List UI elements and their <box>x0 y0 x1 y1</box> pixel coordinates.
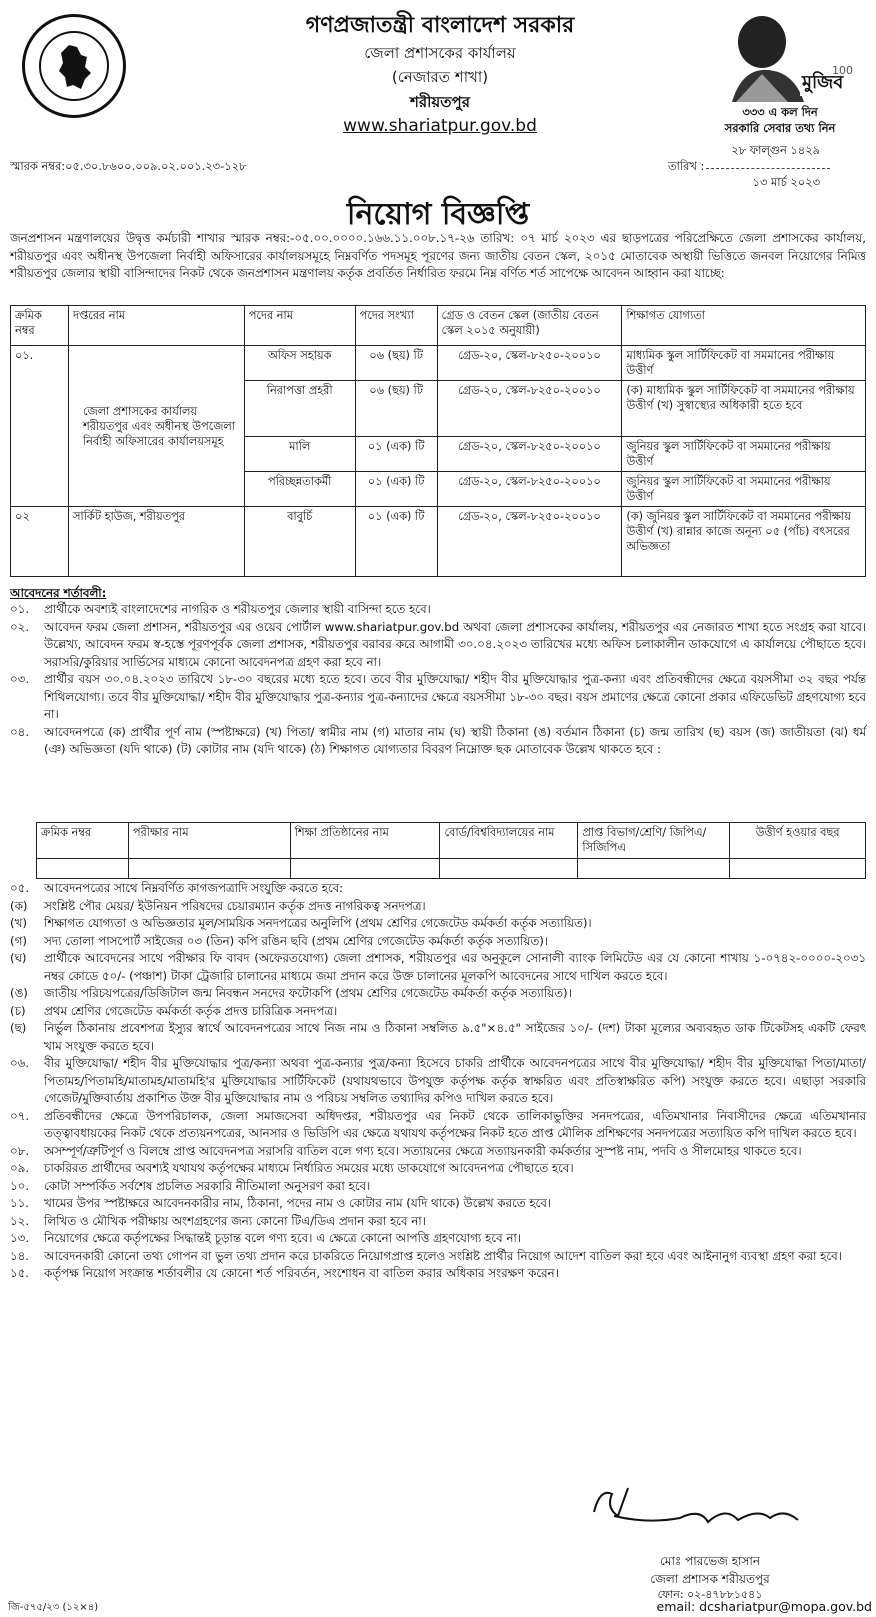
condition-number: (খ) <box>10 916 27 930</box>
table-cell-post: বাবুর্চি <box>244 507 355 577</box>
col-header-count: পদের সংখ্যা <box>355 306 437 346</box>
govt-title: গণপ্রজাতন্ত্রী বাংলাদেশ সরকার <box>305 13 575 38</box>
table-cell-qualification: মাধ্যমিক স্কুল সার্টিফিকেট বা সমমানের পরীক্ষায় উত্তীর্ণ <box>622 346 866 381</box>
hotline-line-2: সরকারি সেবার তথ্য নিন <box>724 121 836 135</box>
condition-item <box>10 1178 866 1196</box>
edu-col-exam: পরীক্ষার নাম <box>128 823 290 859</box>
condition-item <box>10 601 866 619</box>
condition-text: আবেদনপত্রের সাথে নিম্নবর্ণিত কাগজপত্রাদি সংযুক্তি করতে হবে: <box>44 881 344 895</box>
edu-col-year: উত্তীর্ণ হওয়ার বছর <box>730 823 866 859</box>
condition-number: (গ) <box>10 933 27 948</box>
condition-number: (ছ) <box>10 1021 27 1035</box>
condition-item <box>10 1055 866 1108</box>
education-table <box>36 822 866 879</box>
condition-text: শিক্ষাগত যোগ্যতা ও অভিজ্ঞতার মূল/সাময়িক সনদপত্রের অনুলিপি (প্রথম শ্রেণির গেজেটেড কর্মকর্তা কর্তৃক সত্যায়িত)। <box>44 916 592 930</box>
condition-item <box>10 1108 866 1143</box>
table-cell-grade: গ্রেড-২০, স্কেল-৮২৫০-২০০১০ <box>437 437 622 472</box>
table-cell-count: ০১ (এক) টি <box>355 507 437 577</box>
table-cell-count: ০৬ (ছয়) টি <box>355 346 437 381</box>
table-cell-post: পরিচ্ছন্নতাকর্মী <box>244 472 355 507</box>
posts-table <box>10 305 866 577</box>
condition-number: ০৬. <box>10 1056 30 1070</box>
condition-number: ০২. <box>10 619 30 634</box>
condition-number: (চ) <box>10 1003 26 1018</box>
district-name: শরীয়তপুর <box>410 93 470 111</box>
condition-item <box>10 1160 866 1178</box>
condition-text: চাকরিরত প্রার্থীদের অবশ্যই যথাযথ কর্তৃপক্ষের মাধ্যমে নির্ধারিত সময়ের মধ্যে ডাকযোগে আবেদনপত্র পৌছাতে হবে। <box>44 1161 574 1175</box>
condition-item <box>10 933 866 951</box>
edu-col-serial: ক্রমিক নম্বর <box>37 823 129 859</box>
condition-number: ০৪. <box>10 724 30 739</box>
condition-text: কর্তৃপক্ষ নিয়োগ সংক্রান্ত শর্তাবলীর যে কোনো শর্ত পরিবর্তন, সংশোধন বা বাতিল করার অধিকার সংরক্ষণ করেন। <box>44 1266 559 1280</box>
table-cell-count: ০৬ (ছয়) টি <box>355 381 437 437</box>
table-cell-qualification: (ক) মাধ্যমিক স্কুল সার্টিফিকেট বা সমমানের পরীক্ষায় উত্তীর্ণ (খ) সুস্বাস্থ্যের অধিকারী হতে হবে <box>622 381 866 437</box>
edu-empty-row <box>37 859 866 879</box>
date-bengali: ২৮ ফাল্গুন ১৪২৯ <box>731 143 820 157</box>
condition-text: নির্ভুল ঠিকানায় প্রবেশপত্র ইস্যুর স্বার্থে আবেদনপত্রের সাথে নিজ নাম ও ঠিকানা সম্বলিত ৯.৫"×৪.৫" সাইজের ১০/- (দশ) টাকা মূল্যের অব্যবহৃত ডাক টিকেটসহ একটি ফেরৎ খাম সংযুক্ত করতে হবে। <box>44 1021 866 1053</box>
condition-number: ১০. <box>10 1178 30 1193</box>
condition-item <box>10 898 866 916</box>
condition-item <box>10 1195 866 1213</box>
table-cell-grade: গ্রেড-২০, স্কেল-৮২৫০-২০০১০ <box>437 507 622 577</box>
condition-item <box>10 950 866 985</box>
condition-item <box>10 1230 866 1248</box>
condition-item <box>10 724 866 759</box>
condition-item <box>10 880 866 898</box>
condition-item <box>10 619 866 672</box>
col-header-qualification: শিক্ষাগত যোগ্যতা <box>622 306 866 346</box>
svg-text:মুজিব: মুজিব <box>802 72 844 93</box>
date-divider <box>706 168 830 169</box>
signatory-email[interactable]: email: dcshariatpur@mopa.gov.bd <box>656 1599 872 1614</box>
condition-text: বীর মুক্তিযোদ্ধা/ শহীদ বীর মুক্তিযোদ্ধার পুত্র/কন্যা অথবা পুত্র-কন্যার পুত্র/কন্যা হিসেবে চাকরি প্রার্থীকে আবেদনপত্রের সাথে বীর মুক্তিযোদ্ধা/ শহীদ বীর মুক্তিযোদ্ধা পিতা/মাতা/পিতামহ/পিতামহি/মাতামহ/মাতামহি'র মুক্তিযোদ্ধার সার্টিফিকেট (যথাযথভাবে উপযুক্ত কর্তৃপক্ষ কর্তৃক স্বাক্ষরিত এবং প্রতিস্বাক্ষরিত কপি) সংযুক্ত করতে হবে। এছাড়া সরকারি গেজেট/মুক্তিবার্তায় প্রকাশিত উক্ত বীর মুক্তিযোদ্ধার নাম ও পরিচয় সম্বলিত তথ্যাদির কপিও দাখিল করতে হবে। <box>44 1056 866 1105</box>
condition-number: ১৩. <box>10 1231 30 1245</box>
memo-value: ০৫.৩০.৮৬০০.০০৯.০২.০০১.২৩-১২৮ <box>65 159 247 173</box>
condition-number: ১২. <box>10 1213 30 1228</box>
condition-item <box>10 1003 866 1021</box>
intro-paragraph: জনপ্রশাসন মন্ত্রণালয়ের উদ্বৃত্ত কর্মচারী শাখার স্মারক নম্বর:-০৫.০০.০০০০.১৬৬.১১.০০৮.১৭-২৬ তারিখ: ০৭ মার্চ ২০২৩ এর ছাড়পত্রের পরিপ্রেক্ষিতে জেলা প্রশাসকের কার্যালয়, শরীয়তপুর এবং অধীনস্থ উপজেলা নির্বাহী অফিসারের কার্যালয়সমূহে নিম্নবর্ণিত পদসমূহ পূরণের জন্য জাতীয় বেতন স্কেল, ২০১৫ মোতাবেক অস্থায়ী ভিত্তিতে জনবল নিয়োগের নিমিত্ত শরীয়তপুর জেলার স্থায়ী বাসিন্দাদের নিকট থেকে জনপ্রশাসন মন্ত্রণালয় কর্তৃক প্রবর্তিত নির্ধারিত ফরমে নিম্ন বর্ণিত শর্ত সাপেক্ষে আবেদন আহ্বান করা যাচ্ছে: <box>10 231 866 280</box>
condition-item <box>10 985 866 1003</box>
table-cell-grade: গ্রেড-২০, স্কেল-৮২৫০-২০০১০ <box>437 381 622 437</box>
conditions-list-b <box>10 880 866 1283</box>
condition-text: নিয়োগের ক্ষেত্রে কর্তৃপক্ষের সিদ্ধান্তই চূড়ান্ত বলে গণ্য হবে। এ ক্ষেত্রে কোনো আপত্তি গ্রহণযোগ্য হবে না। <box>44 1231 522 1245</box>
branch-name: (নেজারত শাখা) <box>391 68 489 86</box>
footer-code: জি-৫৭৫/২৩ (১২×৪) <box>8 1602 99 1613</box>
edu-col-result: প্রাপ্ত বিভাগ/শ্রেণি/ জিপিএ/সিজিপিএ <box>578 823 730 859</box>
table-cell-serial: ০২ <box>11 507 69 577</box>
condition-text: প্রথম শ্রেণির গেজেটেড কর্মকর্তা কর্তৃক প্রদত্ত চারিত্রিক সনদপত্র। <box>44 1003 338 1018</box>
signatory-name: মোঃ পারভেজ হাসান <box>659 1554 761 1568</box>
table-cell-office: জেলা প্রশাসকের কার্যালয় শরীয়তপুর এবং অধীনস্থ উপজেলা নির্বাহী অফিসারের কার্যালয়সমূহ <box>68 346 244 507</box>
condition-text: আবেদন ফরম জেলা প্রশাসন, শরীয়তপুর এর ওয়েব পোর্টাল www.shariatpur.gov.bd অথবা জেলা প্রশাসকের কার্যালয়, শরীয়তপুর এর নেজারত শাখা হতে সংগ্রহ করা যাবে। উল্লেখ্য, আবেদন ফরম স্ব-হস্তে পূরণপূর্বক জেলা প্রশাসক, শরীয়তপুর বরাবর করে আগামী ৩০.০৪.২০২৩ তারিখের মধ্যে অফিস চলাকালীন ডাকযোগে এ কার্যালয়ে পৌছাতে হবে। সরাসরি/কুরিয়ার সার্ভিসের মাধ্যমে কোনো আবেদনপত্র গ্রহণ করা হবে না। <box>44 619 866 669</box>
conditions-list-a <box>10 601 866 759</box>
condition-number: ১১. <box>10 1196 30 1210</box>
condition-text: প্রতিবন্ধীদের ক্ষেত্রে উপপরিচালক, জেলা সমাজসেবা অধিদপ্তর, শরীয়তপুর এর নিকট থেকে তালিকাভুক্তির সনদপত্রের, এতিমখানার নিবাসীদের ক্ষেত্রে এতিমখানার তত্ত্বাবধায়কের নিকট থেকে প্রত্যয়নপত্রের, আনসার ও ভিডিপি এর ক্ষেত্রে যথাযথ কর্তৃপক্ষের নিকট হতে প্রাপ্ত মৌলিক প্রশিক্ষণের সনদপত্রের সত্যায়িত কপি দাখিল করতে হবে। <box>44 1108 866 1140</box>
table-cell-qualification: (ক) জুনিয়র স্কুল সার্টিফিকেট বা সমমানের পরীক্ষায় উত্তীর্ণ (খ) রান্নার কাজে অনূন্য ০৫ (পাঁচ) বৎসরের অভিজ্ঞতা <box>622 507 866 577</box>
condition-text: কোটা সম্পর্কিত সর্বশেষ প্রচলিত সরকারি নীতিমালা অনুসরণ করা হবে। <box>44 1178 371 1193</box>
condition-number: ০৩. <box>10 672 30 686</box>
edu-col-institution: শিক্ষা প্রতিষ্ঠানের নাম <box>290 823 440 859</box>
condition-number: ০১. <box>10 602 30 616</box>
col-header-office: দপ্তরের নাম <box>68 306 244 346</box>
table-cell-count: ০১ (এক) টি <box>355 437 437 472</box>
condition-number: ০৭. <box>10 1108 30 1123</box>
condition-number: (ঙ) <box>10 986 28 1000</box>
condition-text: আবেদনপত্রে (ক) প্রার্থীর পূর্ণ নাম (স্পষ্টাক্ষরে) (খ) পিতা/ স্বামীর নাম (গ) মাতার নাম (ঘ) স্থায়ী ঠিকানা (ঙ) বর্তমান ঠিকানা (চ) জন্ম তারিখ (ছ) বয়স (জ) জাতীয়তা (ঝ) ধর্ম (ঞ) অভিজ্ঞতা (যদি থাকে) (ট) কোটার নাম (যদি থাকে) (ঠ) শিক্ষাগত যোগ্যতার বিবরণ নিম্নোক্ত ছক মোতাবেক উল্লেখ থাকতে হবে : <box>44 724 867 756</box>
handwritten-signature <box>588 1478 808 1538</box>
svg-text:100: 100 <box>832 64 853 77</box>
hotline-line-1: ৩৩৩ এ কল দিন <box>742 105 818 119</box>
table-cell-qualification: জুনিয়র স্কুল সার্টিফিকেট বা সমমানের পরীক্ষায় উত্তীর্ণ <box>622 472 866 507</box>
date-label: তারিখ : <box>668 159 705 173</box>
table-cell-grade: গ্রেড-২০, স্কেল-৮২৫০-২০০১০ <box>437 472 622 507</box>
website-link[interactable]: www.shariatpur.gov.bd <box>343 116 537 136</box>
memo-label: স্মারক নম্বর: <box>10 159 66 173</box>
condition-item <box>10 671 866 724</box>
condition-item <box>10 1248 866 1266</box>
government-seal <box>22 14 126 118</box>
col-header-post: পদের নাম <box>244 306 355 346</box>
table-cell-serial: ০১. <box>11 346 69 507</box>
condition-number: (ক) <box>10 898 28 913</box>
col-header-grade: গ্রেড ও বেতন স্কেল (জাতীয় বেতন স্কেল ২০১৫ অনুযায়ী) <box>437 306 622 346</box>
condition-item <box>10 1265 866 1283</box>
condition-text: সদ্য তোলা পাসপোর্ট সাইজের ০৩ (তিন) কপি রঙিন ছবি (প্রথম শ্রেণির গেজেটেড কর্মকর্তা কর্তৃক সত্যায়িত)। <box>44 933 549 948</box>
condition-text: প্রার্থীকে আবেদনের সাথে পরীক্ষার ফি বাবদ (অফেরতযোগ্য) জেলা প্রশাসক, শরীয়তপুর এর অনুকূলে সোনালী ব্যাংক লিমিটেড এর যে কোনো শাখায় ১-০৭৪২-০০০০-২০৩১ নম্বর কোডে ৫০/- (পঞ্চাশ) টাকা ট্রেজারি চালানের মাধ্যমে জমা প্রদান করে উক্ত চালানের মূলকপি আবেদনের সাথে দাখিল করতে হবে। <box>44 951 866 983</box>
memo-number <box>10 158 246 174</box>
condition-number: ০৮. <box>10 1143 30 1158</box>
signatory-phone: ফোন: ০২-৪৭৮৮১৫৪১ <box>657 1588 763 1601</box>
condition-text: প্রার্থীকে অবশ্যই বাংলাদেশের নাগরিক ও শরীয়তপুর জেলার স্থায়ী বাসিন্দা হতে হবে। <box>44 602 431 616</box>
condition-number: ০৯. <box>10 1161 30 1175</box>
table-cell-grade: গ্রেড-২০, স্কেল-৮২৫০-২০০১০ <box>437 346 622 381</box>
table-cell-post: মালি <box>244 437 355 472</box>
edu-col-board: বোর্ড/বিশ্ববিদ্যালয়ের নাম <box>440 823 578 859</box>
date-english: ১৩ মার্চ ২০২৩ <box>752 175 820 189</box>
condition-item <box>10 915 866 933</box>
condition-item <box>10 1020 866 1055</box>
table-cell-office: সার্কিট হাউজ, শরীয়তপুর <box>68 507 244 577</box>
office-name: জেলা প্রশাসকের কার্যালয় <box>364 44 516 62</box>
table-cell-post: নিরাপত্তা প্রহরী <box>244 381 355 437</box>
mujib-100-logo <box>722 12 854 102</box>
condition-number: ০৫. <box>10 881 30 895</box>
condition-number: (ঘ) <box>10 951 27 965</box>
signatory-designation: জেলা প্রশাসক শরীয়তপুর <box>650 1572 770 1586</box>
conditions-heading: আবেদনের শর্তাবলী: <box>10 586 107 600</box>
table-cell-post: অফিস সহায়ক <box>244 346 355 381</box>
condition-text: জাতীয় পরিচয়পত্রের/ডিজিটাল জন্ম নিবন্ধন সনদের ফটোকপি (প্রথম শ্রেণির গেজেটেড কর্মকর্তা কর্তৃক সত্যায়িত)। <box>44 986 572 1000</box>
condition-number: ১৪. <box>10 1248 30 1263</box>
condition-item <box>10 1213 866 1231</box>
table-cell-qualification: জুনিয়র স্কুল সার্টিফিকেট বা সমমানের পরীক্ষায় উত্তীর্ণ <box>622 437 866 472</box>
condition-text: আবেদনকারী কোনো তথ্য গোপন বা ভুল তথ্য প্রদান করে চাকরিতে নিয়োগপ্রাপ্ত হলেও সংশ্লিষ্ট প্রার্থীর নিয়োগ আদেশ বাতিল করা হবে এবং আইনানুগ ব্যবস্থা গ্রহণ করা হবে। <box>44 1248 842 1263</box>
condition-text: প্রার্থীর বয়স ৩০.০৪.২০২৩ তারিখে ১৮-৩০ বছরের মধ্যে হতে হবে। তবে বীর মুক্তিযোদ্ধা/ শহীদ বীর মুক্তিযোদ্ধার পুত্র-কন্যা এবং প্রতিবন্ধীদের ক্ষেত্রে বয়সসীমা ৩২ বছর পর্যন্ত শিথিলযোগ্য। তবে বীর মুক্তিযোদ্ধা/ শহীদ বীর মুক্তিযোদ্ধার পুত্র-কন্যার পুত্র-কন্যাদের ক্ষেত্রে বয়সসীমা ১৮-৩০ বছর। বয়স প্রমাণের ক্ষেত্রে কোনো প্রকার এফিডেভিট গ্রহণযোগ্য হবে না। <box>44 672 866 721</box>
condition-text: সংশ্লিষ্ট পৌর মেয়র/ ইউনিয়ন পরিষদের চেয়ারম্যান কর্তৃক প্রদত্ত নাগরিকত্ব সনদপত্র। <box>44 898 426 913</box>
condition-text: অসম্পূর্ণ/ত্রুটিপূর্ণ ও বিলম্বে প্রাপ্ত আবেদনপত্র সরাসরি বাতিল বলে গণ্য হবে। সত্যায়নের ক্ষেত্রে সত্যায়নকারী কর্মকর্তার সুস্পষ্ট নাম, পদবি ও সীলমোহর থাকতে হবে। <box>44 1143 802 1158</box>
page-title: নিয়োগ বিজ্ঞপ্তি <box>346 197 530 232</box>
condition-text: লিখিত ও মৌখিক পরীক্ষায় অংশগ্রহণের জন্য কোনো টিএ/ডিএ প্রদান করা হবে না। <box>44 1213 426 1228</box>
condition-item <box>10 1143 866 1161</box>
condition-number: ১৫. <box>10 1266 30 1280</box>
condition-text: খামের উপর স্পষ্টাক্ষরে আবেদনকারীর নাম, ঠিকানা, পদের নাম ও কোটার নাম (যদি থাকে) উল্লেখ করতে হবে। <box>44 1196 552 1210</box>
col-header-serial: ক্রমিক নম্বর <box>11 306 69 346</box>
table-cell-count: ০১ (এক) টি <box>355 472 437 507</box>
